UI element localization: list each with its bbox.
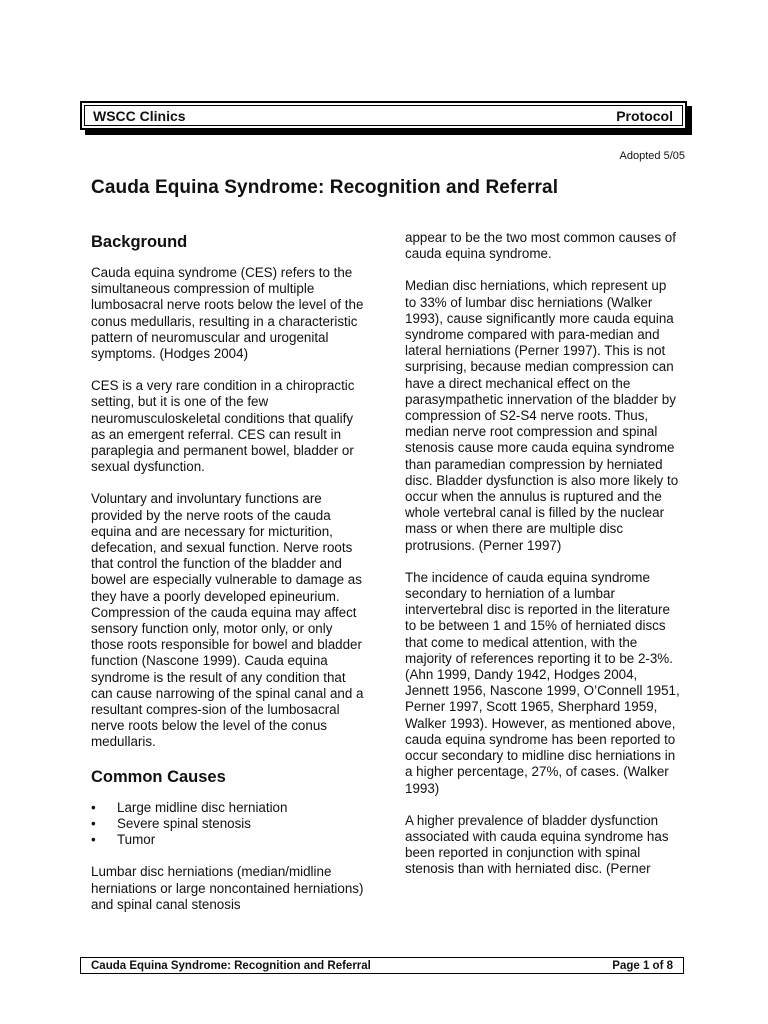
paragraph: Cauda equina syndrome (CES) refers to the simultaneous compression of multiple lumbosacral nerve roots below the level of the conus medullaris, resulting in a characteristic pattern of neuromuscular and urogenital symptoms. (Hodges 2004): [91, 265, 364, 362]
paragraph: CES is a very rare condition in a chiropractic setting, but it is one of the few neuromusculoskeletal conditions that qualify as an emergent referral. CES can result in paraplegia and permanent bowel, bladder or sexual dysfunction.: [91, 378, 355, 475]
paragraph: A higher prevalence of bladder dysfunction associated with cauda equina syndrome has been reported in conjunction with spinal stenosis than with herniated disc. (Perner: [405, 812, 669, 877]
heading-background: Background: [91, 233, 188, 251]
adopted-date: Adopted 5/05: [619, 150, 685, 162]
doc-type: Protocol: [616, 107, 673, 124]
header-box: [80, 101, 687, 130]
paragraph: Lumbar disc herniations (median/midline herniations or large noncontained herniations) and spinal canal stenosis: [91, 864, 364, 912]
org-name: WSCC Clinics: [93, 107, 186, 124]
paragraph: The incidence of cauda equina syndrome secondary to herniation of a lumbar intervertebral disc is reported in the literature to be between 1 and 15% of herniated discs that come to medical attention, with the majority of references reporting it to be 2-3%. (Ahn 1999, Dandy 1942, Hodges 2004, Jennett 1956, Nascone 1999, O’Connell 1951, Perner 1997, Scott 1965, Sherphard 1959, Walker 1993). However, as mentioned above, cauda equina syndrome has been reported to occur secondary to midline disc herniations in a higher percentage, 27%, of cases. (Walker 1993): [405, 569, 680, 796]
right-column: [405, 230, 680, 894]
left-column: [91, 232, 366, 929]
page-number: Page 1 of 8: [612, 959, 673, 972]
paragraph: Voluntary and involuntary functions are provided by the nerve roots of the cauda equina and are necessary for micturition, defecation, and sexual function. Nerve roots that control the function of the bladder and bowel are especially vulnerable to damage as they have a poorly developed epineurium. Compression of the cauda equina may affect sensory function only, motor only, or only those roots responsible for bowel and bladder function (Nascone 1999). Cauda equina syndrome is the result of any condition that can cause narrowing of the spinal canal and a resultant compres-sion of the lumbosacral nerve roots below the level of the conus medullaris.: [91, 491, 364, 750]
list-item: • Large midline disc herniation: [111, 800, 366, 816]
paragraph: Median disc herniations, which represent up to 33% of lumbar disc herniations (Walker 1993), cause significantly more cauda equina syndrome compared with para-median and lateral herniations (Perner 1997). This is not surprising, because median compression can have a direct mechanical effect on the parasympathetic innervation of the bladder by compression of S2-S4 nerve roots. Thus, median nerve root compression and spinal stenosis cause more cauda equina syndrome than paramedian compression by herniated disc. Bladder dysfunction is also more likely to occur when the annulus is ruptured and the whole vertebral canal is filled by the nuclear mass or when there are multiple disc protrusions. (Perner 1997): [405, 278, 679, 553]
header-bar: [84, 105, 683, 126]
list-item: • Tumor: [111, 832, 366, 848]
document-title: Cauda Equina Syndrome: Recognition and Referral: [91, 177, 559, 198]
list-item: • Severe spinal stenosis: [111, 816, 366, 832]
footer-bar: [80, 957, 684, 974]
footer-title: Cauda Equina Syndrome: Recognition and Referral: [91, 959, 371, 972]
heading-common-causes: Common Causes: [91, 767, 226, 786]
causes-list: [91, 800, 366, 849]
paragraph: appear to be the two most common causes of cauda equina syndrome.: [405, 230, 676, 262]
